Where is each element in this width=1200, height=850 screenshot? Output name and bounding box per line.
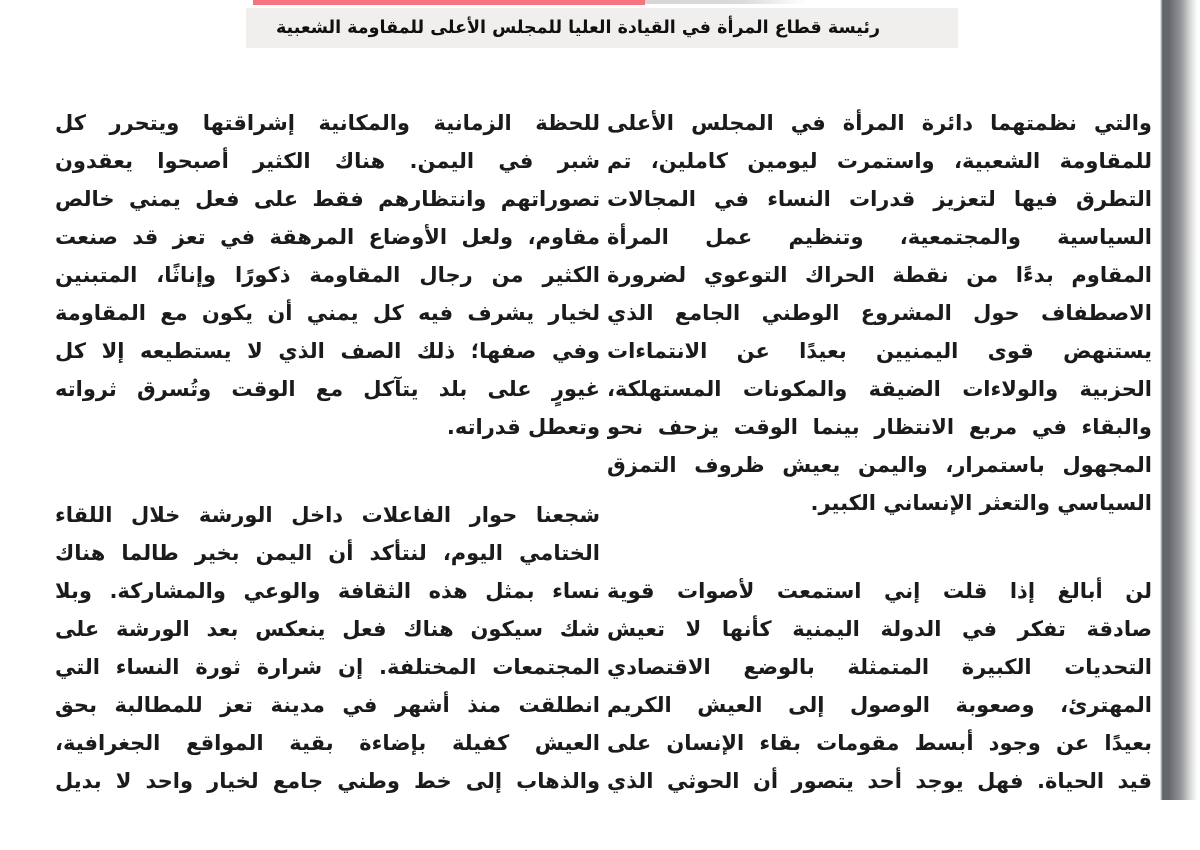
text-line: المهترئ، وصعوبة الوصول إلى العيش الكريم <box>607 693 1152 717</box>
text-line: الحزبية والولاءات الضيقة والمكونات المستهلكة، <box>607 377 1152 401</box>
text-line: يستنهض قوى اليمنيين بعيدًا عن الانتماءات <box>607 339 1152 363</box>
article-subtitle-strip <box>246 8 958 48</box>
text-line: قيد الحياة. فهل يوجد أحد يتصور أن الحوثي الذي <box>607 769 1152 793</box>
text-line: الكثير من رجال المقاومة ذكورًا وإناثًا، المتبنين <box>55 263 600 287</box>
page-edge-shadow <box>1160 0 1198 800</box>
text-line: المجتمعات المختلفة. إن شرارة ثورة النساء التي <box>55 655 600 679</box>
paragraph <box>607 572 1152 800</box>
text-line: لن أبالغ إذا قلت إني استمعت لأصوات قوية <box>607 579 1152 603</box>
text-line: الاصطفاف حول المشروع الوطني الجامع الذي <box>607 301 1152 325</box>
paragraph <box>607 104 1152 522</box>
text-line: شجعنا حوار الفاعلات داخل الورشة خلال اللقاء <box>55 503 600 527</box>
text-line: والبقاء في مربع الانتظار بينما الوقت يزحف نحو <box>607 415 1152 439</box>
text-line: السياسي والتعثر الإنساني الكبير. <box>810 491 1152 515</box>
text-line: صادقة تفكر في الدولة اليمنية كأنها لا تعيش <box>607 617 1152 641</box>
text-line: السياسية والمجتمعية، وتنظيم عمل المرأة <box>607 225 1152 249</box>
text-line: انطلقت منذ أشهر في مدينة تعز للمطالبة بحق <box>55 693 600 717</box>
text-line: مقاوم، ولعل الأوضاع المرهقة في تعز قد صنعت <box>55 225 600 249</box>
article-subtitle: رئيسة قطاع المرأة في القيادة العليا للمجلس الأعلى للمقاومة الشعبية <box>275 18 881 38</box>
text-line: والذهاب إلى خط وطني جامع لخيار واحد لا بديل <box>55 769 600 793</box>
text-line: شبر في اليمن. هناك الكثير أصبحوا يعقدون <box>55 149 600 173</box>
text-line: الختامي اليوم، لنتأكد أن اليمن بخير طالما هناك <box>55 541 600 565</box>
text-line: والتي نظمتهما دائرة المرأة في المجلس الأعلى <box>607 111 1152 135</box>
text-column-right <box>607 104 1152 850</box>
text-line: غيورٍ على بلد يتآكل مع الوقت وتُسرق ثرواته <box>55 377 600 401</box>
text-line: المقاوم بدءًا من نقطة الحراك التوعوي لضرورة <box>607 263 1152 287</box>
text-line: تصوراتهم وانتظارهم فقط على فعل يمني خالص <box>55 187 600 211</box>
text-line: للحظة الزمانية والمكانية إشراقتها ويتحرر كل <box>55 111 600 135</box>
paragraph <box>55 104 600 446</box>
text-line: المجهول باستمرار، واليمن يعيش ظروف التمزق <box>607 453 1152 477</box>
text-line: وفي صفها؛ ذلك الصف الذي لا يستطيعه إلا كل <box>55 339 600 363</box>
headline-accent-bar-fade <box>645 0 805 4</box>
text-column-left <box>55 104 600 850</box>
text-line: وتعطل قدراته. <box>446 415 600 439</box>
text-line: التحديات الكبيرة المتمثلة بالوضع الاقتصادي <box>607 655 1152 679</box>
text-line: بعيدًا عن وجود أبسط مقومات بقاء الإنسان على <box>607 731 1152 755</box>
text-line: العيش كفيلة بإضاءة بقية المواقع الجغرافية، <box>55 731 600 755</box>
text-line: لخيار يشرف فيه كل يمني أن يكون مع المقاومة <box>55 301 600 325</box>
headline-accent-bar <box>253 0 645 5</box>
text-line: التطرق فيها لتعزيز قدرات النساء في المجالات <box>607 187 1152 211</box>
paragraph <box>55 496 600 800</box>
text-line: شك سيكون هناك فعل ينعكس بعد الورشة على <box>55 617 600 641</box>
text-line: نساء بمثل هذه الثقافة والوعي والمشاركة. وبلا <box>55 579 600 603</box>
text-line: للمقاومة الشعبية، واستمرت ليومين كاملين، تم <box>607 149 1152 173</box>
